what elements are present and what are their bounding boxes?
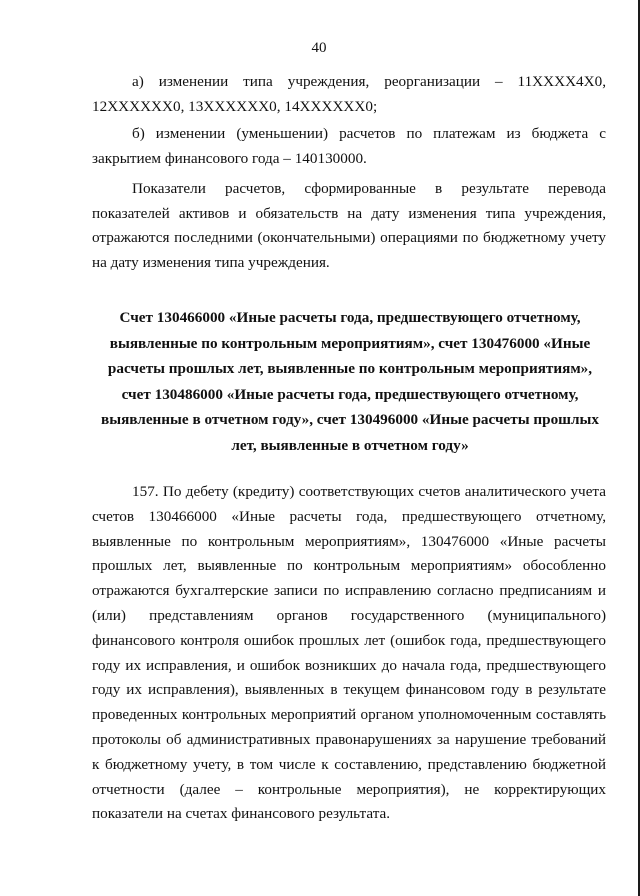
list-item-a: а) изменении типа учреждения, реорганизации – 11XXXX4X0, 12XXXXXX0, 13XXXXXX0, 14XXXXXX0; — [92, 73, 606, 115]
section-heading: Счет 130466000 «Иные расчеты года, предшествующего отчетному, выявленные по контрольным мероприятиям», счет 130476000 «Иные расчеты прошлых лет, выявленные по контрольным мероприятиям», счет 130486000 «Иные расчеты года, предшествующего отчетному, выявленные в отчетном году», счет 130496000 «Иные расчеты прошлых лет, выявленные в отчетном году» — [101, 309, 599, 454]
paragraph-157: 157. По дебету (кредиту) соответствующих счетов аналитического учета счетов 130466000 «Иные расчеты года, предшествующего отчетному, выявленные по контрольным мероприятиям», 130476000 «Иные расчеты прошлых лет, выявленные по контрольным мероприятиям» обособленно отражаются бухгалтерские записи по исправлению согласно предписаниям и (или) представлениям органов государственного (муниципального) финансового контроля ошибок прошлых лет (ошибок года, предшествующего году их исправления, и ошибок возникших до начала года, предшествующего году их исправления), выявленных в текущем финансовом году в результате проведенных контрольных мероприятий органом уполномоченным составлять протоколы об административных правонарушениях за нарушение требований к бюджетному учету, в том числе к составлению, представлению бюджетной отчетности (далее – контрольные мероприятия), не корректирующих показатели на счетах финансового результата. — [92, 483, 606, 823]
page-number: 40 — [311, 40, 327, 56]
intro-section — [92, 70, 606, 275]
indicators-paragraph: Показатели расчетов, сформированные в результате перевода показателей активов и обязательств на дату изменения типа учреждения, отражаются последними (окончательными) операциями по бюджетному учету на дату изменения типа учреждения. — [92, 180, 606, 271]
list-item-b: б) изменении (уменьшении) расчетов по платежам из бюджета с закрытием финансового года – 140130000. — [92, 125, 606, 167]
paragraph-157-section — [92, 480, 606, 827]
